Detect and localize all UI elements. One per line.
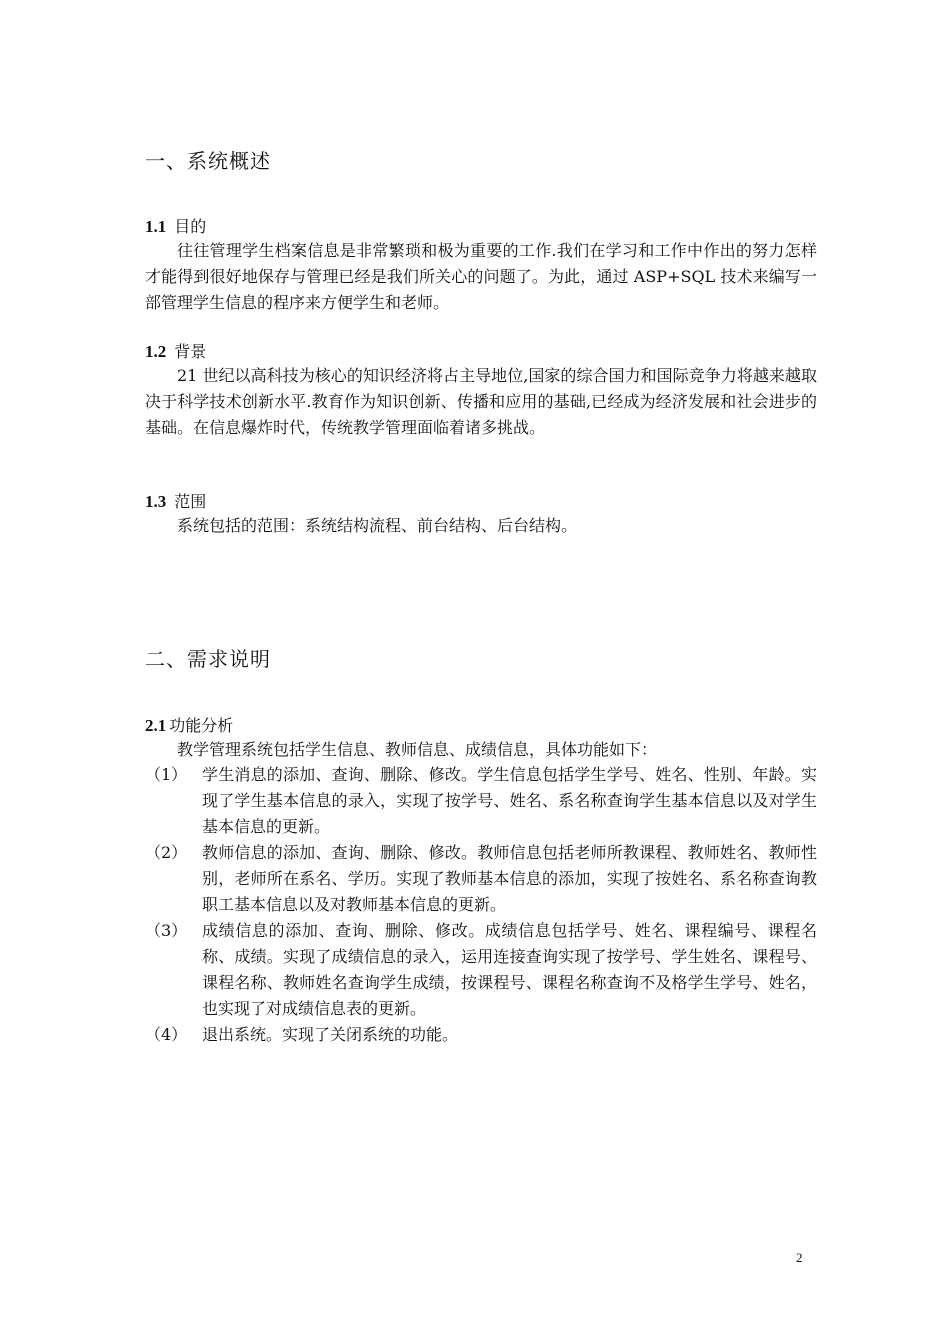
paragraph-function-intro: 教学管理系统包括学生信息、教师信息、成绩信息，具体功能如下：	[177, 740, 658, 759]
list-item	[145, 918, 817, 1022]
subsection-title: 目的	[174, 217, 207, 236]
list-item-text: 教师信息的添加、查询、删除、修改。教师信息包括老师所教课程、教师姓名、教师性别，老师所在系名、学历。实现了教师基本信息的添加，实现了按姓名、系名称查询教职工基本信息以及对教师基本信息的更新。	[202, 843, 817, 914]
list-marker: （3）	[145, 921, 188, 940]
list-item	[145, 762, 817, 840]
subsection-heading-1-2	[145, 339, 206, 365]
function-list	[145, 762, 817, 1048]
paragraph-scope: 系统包括的范围：系统结构流程、前台结构、后台结构。	[177, 516, 578, 535]
list-item	[145, 840, 817, 918]
subsection-title: 功能分析	[169, 716, 234, 735]
paragraph-purpose: 往往管理学生档案信息是非常繁琐和极为重要的工作.我们在学习和工作中作出的努力怎样才能得到很好地保存与管理已经是我们所关心的问题了。为此，通过 ASP+SQL 技术来编写一部管理学生信息的程序来方便学生和老师。	[145, 241, 817, 312]
subsection-number: 1.1	[145, 217, 167, 236]
list-item-text: 成绩信息的添加、查询、删除、修改。成绩信息包括学号、姓名、课程编号、课程名称、成绩。实现了成绩信息的录入，运用连接查询实现了按学号、学生姓名、课程号、课程名称、教师姓名查询学生成绩，按课程号、课程名称查询不及格学生学号、姓名，也实现了对成绩信息表的更新。	[202, 921, 817, 1018]
page-number: 2	[796, 1250, 803, 1265]
subsection-number: 2.1	[145, 716, 167, 735]
list-item-text: 退出系统。实现了关闭系统的功能。	[202, 1025, 459, 1044]
paragraph-background: 21 世纪以高科技为核心的知识经济将占主导地位,国家的综合国力和国际竞争力将越来越取决于科学技术创新水平.教育作为知识创新、传播和应用的基础,已经成为经济发展和社会进步的基础。在信息爆炸时代，传统教学管理面临着诸多挑战。	[145, 366, 817, 437]
subsection-heading-1-1	[145, 214, 206, 240]
section-title-requirements: 二、需求说明	[145, 647, 271, 671]
section-title-overview: 一、系统概述	[145, 149, 271, 173]
list-item	[145, 1022, 817, 1048]
subsection-heading-2-1	[145, 713, 233, 739]
subsection-title: 背景	[174, 342, 207, 361]
subsection-number: 1.3	[145, 492, 167, 511]
subsection-heading-1-3	[145, 489, 206, 515]
subsection-title: 范围	[174, 492, 207, 511]
list-item-text: 学生消息的添加、查询、删除、修改。学生信息包括学生学号、姓名、性别、年龄。实现了学生基本信息的录入，实现了按学号、姓名、系名称查询学生基本信息以及对学生基本信息的更新。	[202, 765, 817, 836]
list-marker: （1）	[145, 765, 188, 784]
subsection-number: 1.2	[145, 342, 167, 361]
list-marker: （4）	[145, 1025, 188, 1044]
list-marker: （2）	[145, 843, 188, 862]
